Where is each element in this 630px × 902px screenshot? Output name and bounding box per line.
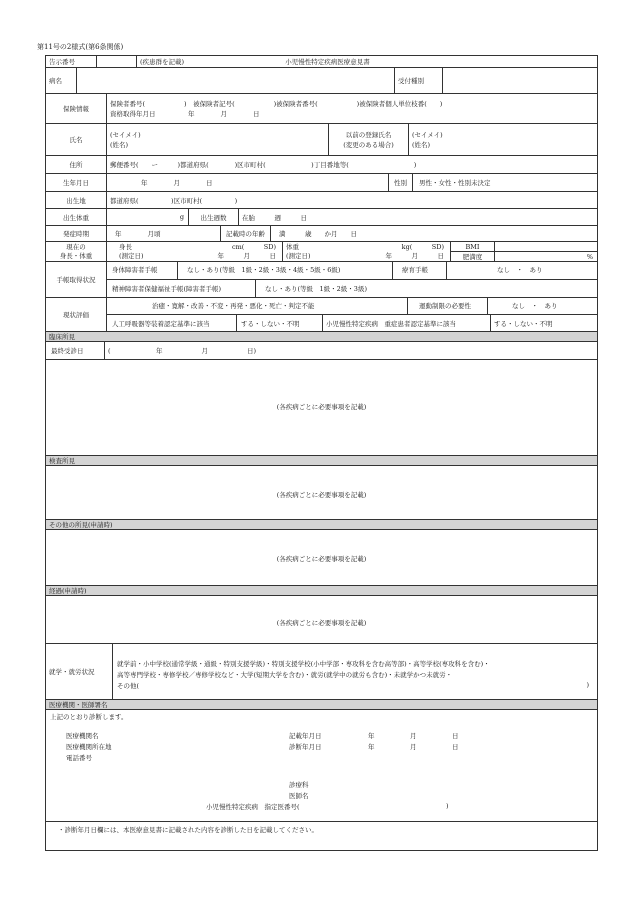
address-row: [46, 156, 597, 174]
disease-name-field[interactable]: [76, 68, 394, 93]
onset-row: [46, 226, 597, 242]
schooling-line1: 就学前・小中学校(通常学級・通級・特別支援学級)・特別支援学校(小中学部・専攻科を含む高等部)・高等学校(専攻科を含む)・: [117, 660, 490, 668]
exercise-options[interactable]: なし ・ あり: [512, 302, 558, 310]
obesity-percent: %: [586, 253, 593, 261]
bmi-label: BMI: [451, 242, 494, 252]
exam-header: 検査所見: [46, 456, 597, 466]
insurance-field[interactable]: [106, 94, 597, 123]
doctor-label: 医師名: [289, 792, 309, 800]
body-label2: 身長・体重: [59, 251, 93, 260]
body-label1: 現在の: [66, 242, 86, 251]
weight-label2: (測定日): [286, 251, 311, 260]
insurance-label: 保険情報: [63, 105, 89, 113]
prev-name-label2: (変更のある場合): [343, 140, 394, 149]
exam-body[interactable]: [46, 466, 597, 520]
mental-handbook-label: 精神障害者保健福祉手帳(障害者手帳): [112, 285, 222, 293]
schooling-line3-end: ): [586, 681, 589, 689]
birthdate-field[interactable]: 年 月 日: [106, 174, 388, 191]
prev-name-field[interactable]: [408, 124, 597, 155]
name-label: 氏名: [69, 136, 83, 144]
mental-handbook-options[interactable]: なし・あり(等級 1級・2級・3級): [265, 285, 367, 293]
age-field[interactable]: 満 歳 か月 日: [270, 226, 597, 241]
clinical-header: 臨床所見: [46, 332, 597, 342]
entry-date-month: 月: [410, 732, 417, 740]
height-label: [106, 242, 144, 261]
birth-weeks-label: 出生週数: [188, 209, 238, 225]
diag-date-year: 年: [368, 743, 375, 751]
schooling-line3: その他(: [117, 682, 140, 690]
footnote: ・診断年月日欄には、本医療意見書に記載された内容を診断した日を記載してください。: [58, 826, 318, 834]
height-unit: cm( SD): [231, 242, 276, 251]
obesity-label: 肥満度: [462, 253, 483, 261]
other-placeholder: (各疾病ごとに必要事項を記載): [276, 555, 367, 563]
clinical-body[interactable]: [46, 360, 597, 456]
exercise-label: 運動制限の必要性: [419, 302, 471, 310]
address-field[interactable]: 郵便番号( ー )都道府県( )区市町村( )丁目番地等( ): [106, 156, 597, 173]
status-label: 現状評価: [63, 311, 89, 319]
severe-options[interactable]: する・しない・不明: [494, 320, 553, 328]
prev-name-label: [328, 124, 408, 155]
notice-no-field[interactable]: [96, 56, 136, 67]
weight-label: [282, 242, 322, 261]
name-kana: (セイメイ): [110, 130, 141, 139]
phone-label: 電話番号: [66, 754, 92, 762]
height-field[interactable]: [140, 242, 282, 261]
birthdate-label: 生年月日: [63, 179, 89, 187]
sex-options[interactable]: 男性・女性・性別未決定: [412, 174, 597, 191]
receipt-type-field[interactable]: [442, 68, 599, 93]
entry-date-year: 年: [368, 732, 375, 740]
outcome-options[interactable]: 治癒・寛解・改善・不変・再発・悪化・死亡・判定不能: [152, 302, 315, 310]
insurance-row: [46, 94, 597, 124]
course-body[interactable]: [46, 596, 597, 644]
body-label: [46, 242, 106, 261]
rehab-handbook-options[interactable]: なし ・ あり: [497, 266, 543, 274]
exam-placeholder: (各疾病ごとに必要事項を記載): [276, 491, 367, 499]
onset-field[interactable]: 年 月頃: [106, 226, 220, 241]
inst-name-label: 医療機関名: [66, 732, 99, 740]
birth-weight-field[interactable]: g: [106, 209, 188, 225]
handbook-label: 手帳取得状況: [56, 276, 96, 284]
weight-label1: 体重: [286, 242, 299, 251]
ventilator-label: 人工呼吸器等装着認定基準に該当: [112, 320, 210, 328]
name-kanji: (姓名): [110, 140, 129, 149]
schooling-line2: 高等専門学校・専修学校／専修学校など・大学(短期大学を含む)・就労(就学中の就労も含む)・未就学かつ未就労・: [117, 671, 453, 679]
entry-date-day: 日: [452, 732, 459, 740]
receipt-type-label: 受付種別: [394, 68, 442, 93]
prev-name-label1: 以前の登録氏名: [345, 130, 392, 139]
designated-doctor-label: 小児慢性特定疾病 指定医番号(: [206, 803, 300, 811]
weight-date: 年 月 日: [385, 251, 444, 260]
disease-row: [46, 68, 597, 94]
bmi-obesity-labels: [450, 242, 494, 261]
bmi-obesity-fields[interactable]: [494, 242, 597, 261]
birthplace-row: [46, 192, 597, 209]
disease-name-label: 病名: [49, 77, 62, 85]
clinical-placeholder: (各疾病ごとに必要事項を記載): [276, 403, 367, 411]
birthdate-row: [46, 174, 597, 192]
handbook-fields: [106, 262, 597, 297]
height-date: 年 月 日: [217, 251, 276, 260]
ventilator-options[interactable]: する・しない・不明: [241, 320, 300, 328]
physical-handbook-label: 身体障害者手帳: [112, 266, 158, 274]
sex-label: 性別: [388, 174, 412, 191]
body-row: [46, 242, 597, 262]
status-row: [46, 298, 597, 332]
status-fields: [106, 298, 597, 331]
medical-opinion-form: [45, 55, 598, 851]
age-label: 記載時の年齢: [220, 226, 270, 241]
diag-date-day: 日: [452, 743, 459, 751]
diag-date-month: 月: [410, 743, 417, 751]
last-visit-field[interactable]: ( 年 月 日): [104, 342, 597, 359]
severe-label: 小児慢性特定疾病 重症患者認定基準に該当: [326, 320, 456, 328]
entry-date-label: 記載年月日: [289, 732, 322, 740]
diag-date-label: 診断年月日: [289, 743, 322, 751]
prev-name-kana: (セイメイ): [412, 130, 443, 139]
form-caption: 第11号の2様式(第6条関係): [37, 43, 124, 51]
handbook-row: [46, 262, 597, 298]
inst-address-label: 医療機関所在地: [66, 743, 112, 751]
bmi-field[interactable]: [495, 242, 597, 252]
header-row: [46, 56, 597, 68]
birthplace-label: 出生地: [66, 196, 86, 205]
department-label: 診療科: [289, 781, 309, 789]
other-header: その他の所見(申請時): [46, 520, 597, 530]
notice-no-label: 告示番号: [49, 58, 75, 66]
name-field[interactable]: [106, 124, 328, 155]
physical-handbook-options[interactable]: なし・あり(等級 1級・2級・3級・4級・5級・6級): [187, 266, 341, 274]
birth-weight-row: [46, 209, 597, 226]
course-placeholder: (各疾病ごとに必要事項を記載): [276, 619, 367, 627]
last-visit-label: 最終受診日: [51, 347, 84, 355]
height-label2: (測定日): [119, 251, 144, 260]
onset-label: 発症時期: [63, 230, 89, 238]
prev-name-kanji: (姓名): [412, 140, 431, 149]
insurance-line2: 資格取得年月日 年 月 日: [110, 109, 260, 118]
name-row: [46, 124, 597, 156]
birthplace-field[interactable]: 都道府県( )区市町村( ): [106, 192, 597, 208]
height-label1: 身長: [119, 242, 132, 251]
schooling-label: 就学・就労状況: [49, 668, 95, 676]
rehab-handbook-label: 療育手帳: [402, 266, 428, 274]
schooling-field[interactable]: [112, 644, 597, 699]
birth-weight-label: 出生体重: [63, 213, 89, 222]
schooling-row: [46, 644, 597, 700]
address-label: 住所: [69, 161, 83, 169]
designated-doctor-end: ): [446, 802, 449, 810]
weight-unit: kg( SD): [401, 242, 444, 251]
diagnosis-statement: 上記のとおり診断します。: [50, 713, 128, 721]
other-body[interactable]: [46, 530, 597, 586]
weight-field[interactable]: [322, 242, 450, 261]
disease-group-field[interactable]: (疾患群を記載): [136, 56, 256, 67]
course-header: 経過(申請時): [46, 586, 597, 596]
insurance-line1: 保険者番号( ) 被保険者記号( )被保険者番号( )被保険者個人単位枝番( ): [110, 99, 443, 108]
birth-weeks-field[interactable]: 在胎 週 日: [238, 209, 597, 225]
institution-header: 医療機関・医師署名: [46, 700, 597, 710]
form-title: 小児慢性特定疾病医療意見書: [285, 58, 370, 66]
institution-body[interactable]: [46, 710, 597, 822]
last-visit-row: [46, 342, 597, 360]
